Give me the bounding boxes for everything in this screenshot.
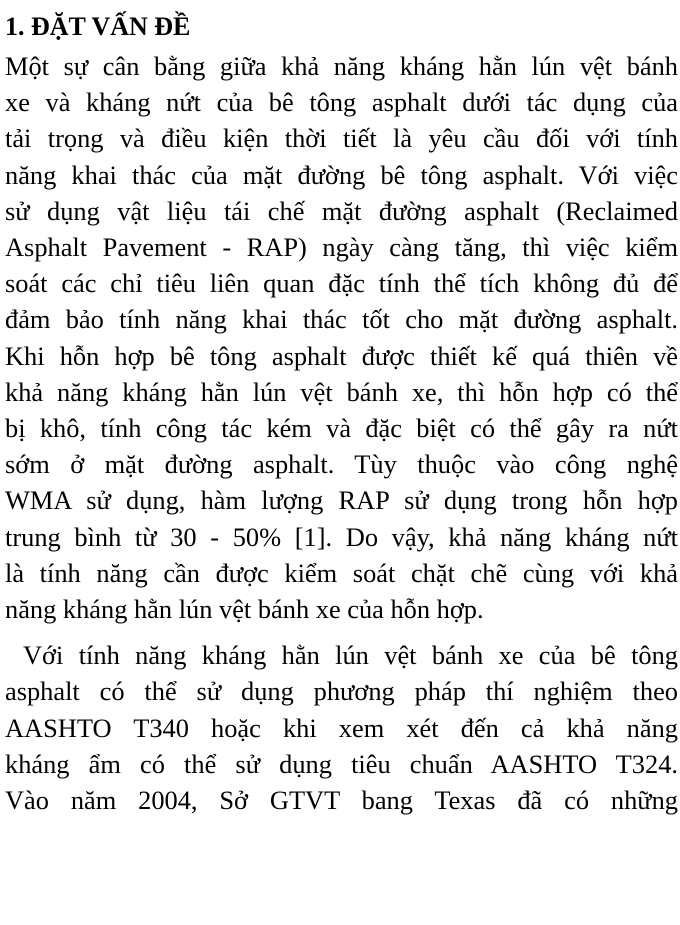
text-line: năng khai thác của mặt đường bê tông asphalt. Với việc — [5, 159, 678, 190]
text-line: Với tính năng kháng hằn lún vệt bánh xe của bê tông — [23, 640, 678, 671]
text-line: Một sự cân bằng giữa khả năng kháng hằn lún vệt bánh — [5, 51, 678, 81]
text-line: năng kháng hằn lún vệt bánh xe của hỗn hợp. — [5, 594, 484, 625]
paragraph-2 — [5, 637, 678, 818]
text-line: Asphalt Pavement - RAP) ngày càng tăng, thì việc kiểm — [5, 232, 678, 263]
text-line: sớm ở mặt đường asphalt. Tùy thuộc vào công nghệ — [5, 449, 678, 480]
text-line: AASHTO T340 hoặc khi xem xét đến cả khả năng — [5, 712, 678, 743]
section-heading: 1. ĐẶT VẤN ĐỀ — [5, 12, 191, 41]
text-line: Khi hỗn hợp bê tông asphalt được thiết kế quá thiên về — [5, 340, 678, 371]
text-line: khả năng kháng hằn lún vệt bánh xe, thì hỗn hợp có thể — [5, 376, 678, 407]
text-line: kháng ẩm có thể sử dụng tiêu chuẩn AASHTO T324. — [5, 748, 678, 779]
text-line: sử dụng vật liệu tái chế mặt đường asphalt (Reclaimed — [5, 195, 678, 226]
text-line: tải trọng và điều kiện thời tiết là yêu cầu đối với tính — [5, 123, 678, 154]
text-line: Vào năm 2004, Sở GTVT bang Texas đã có những — [5, 785, 678, 816]
paragraph-1 — [5, 48, 678, 627]
text-line: xe và kháng nứt của bê tông asphalt dưới tác dụng của — [5, 87, 678, 118]
text-line: WMA sử dụng, hàm lượng RAP sử dụng trong hỗn hợp — [5, 485, 678, 516]
text-line: bị khô, tính công tác kém và đặc biệt có thể gây ra nứt — [5, 413, 678, 444]
text-line: đảm bảo tính năng khai thác tốt cho mặt đường asphalt. — [5, 304, 678, 335]
text-line: trung bình từ 30 - 50% [1]. Do vậy, khả năng kháng nứt — [5, 521, 678, 552]
text-line: asphalt có thể sử dụng phương pháp thí nghiệm theo — [5, 676, 678, 707]
text-line: là tính năng cần được kiểm soát chặt chẽ cùng với khả — [5, 557, 678, 588]
text-line: soát các chỉ tiêu liên quan đặc tính thể tích không đủ để — [5, 268, 678, 299]
document-page — [5, 6, 678, 818]
